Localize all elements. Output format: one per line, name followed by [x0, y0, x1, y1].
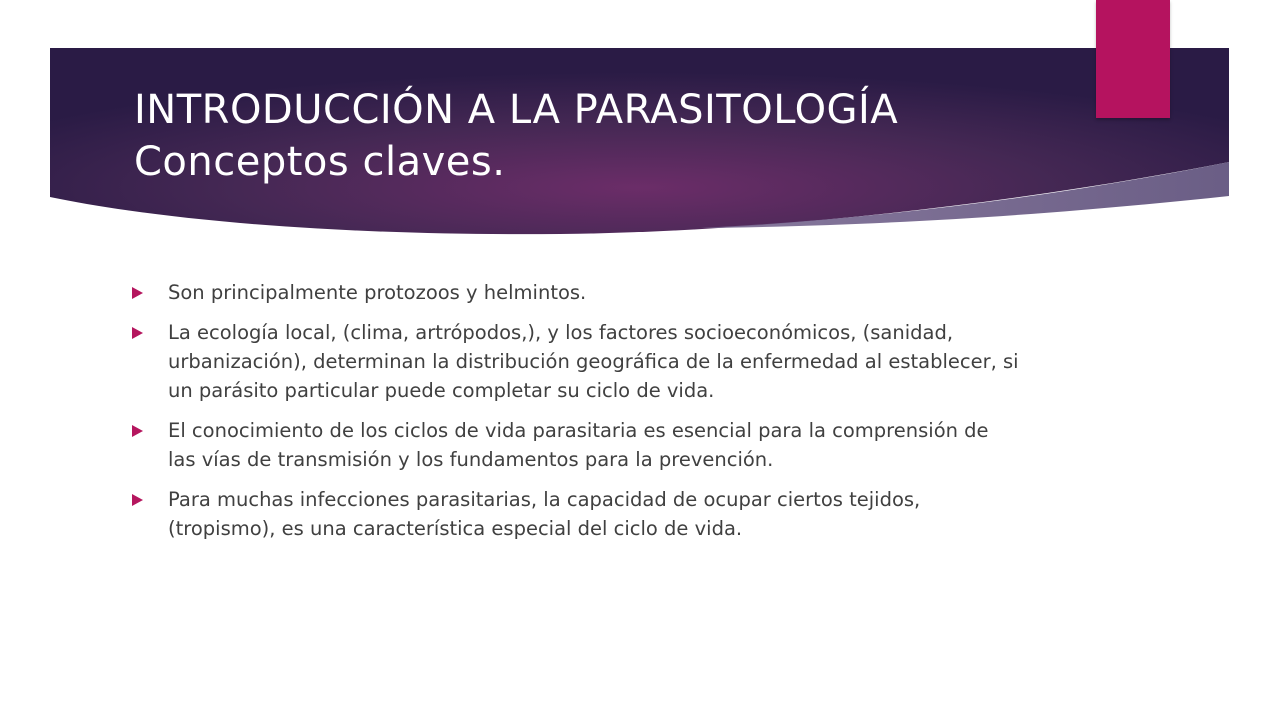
- bullet-text: Son principalmente protozoos y helmintos.: [168, 281, 587, 304]
- bullet-text: El conocimiento de los ciclos de vida parasitaria es esencial para la comprensión de las vías de transmisión y los fundamentos para la prevención.: [168, 419, 989, 471]
- bullet-list: [130, 278, 1020, 554]
- slide-title-line-2: Conceptos claves.: [134, 139, 506, 185]
- accent-tab: [1096, 0, 1170, 118]
- slide-title-line-1: INTRODUCCIÓN A LA PARASITOLOGÍA: [134, 87, 899, 133]
- triangle-right-icon: [132, 494, 143, 506]
- bullet-text: Para muchas infecciones parasitarias, la capacidad de ocupar ciertos tejidos, (tropismo), es una característica especial del ciclo de vida.: [168, 488, 921, 540]
- bullet-item: [130, 485, 1020, 543]
- triangle-right-icon: [132, 425, 143, 437]
- triangle-right-icon: [132, 287, 143, 299]
- slide-title: [134, 84, 1074, 188]
- bullet-item: [130, 416, 1020, 474]
- bullet-item: [130, 318, 1020, 405]
- bullet-text: La ecología local, (clima, artrópodos,), y los factores socioeconómicos, (sanidad, urbanización), determinan la distribución geográfica de la enfermedad al establecer, si un parásito particular puede completar su ciclo de vida.: [168, 321, 1019, 402]
- bullet-item: [130, 278, 1020, 307]
- triangle-right-icon: [132, 327, 143, 339]
